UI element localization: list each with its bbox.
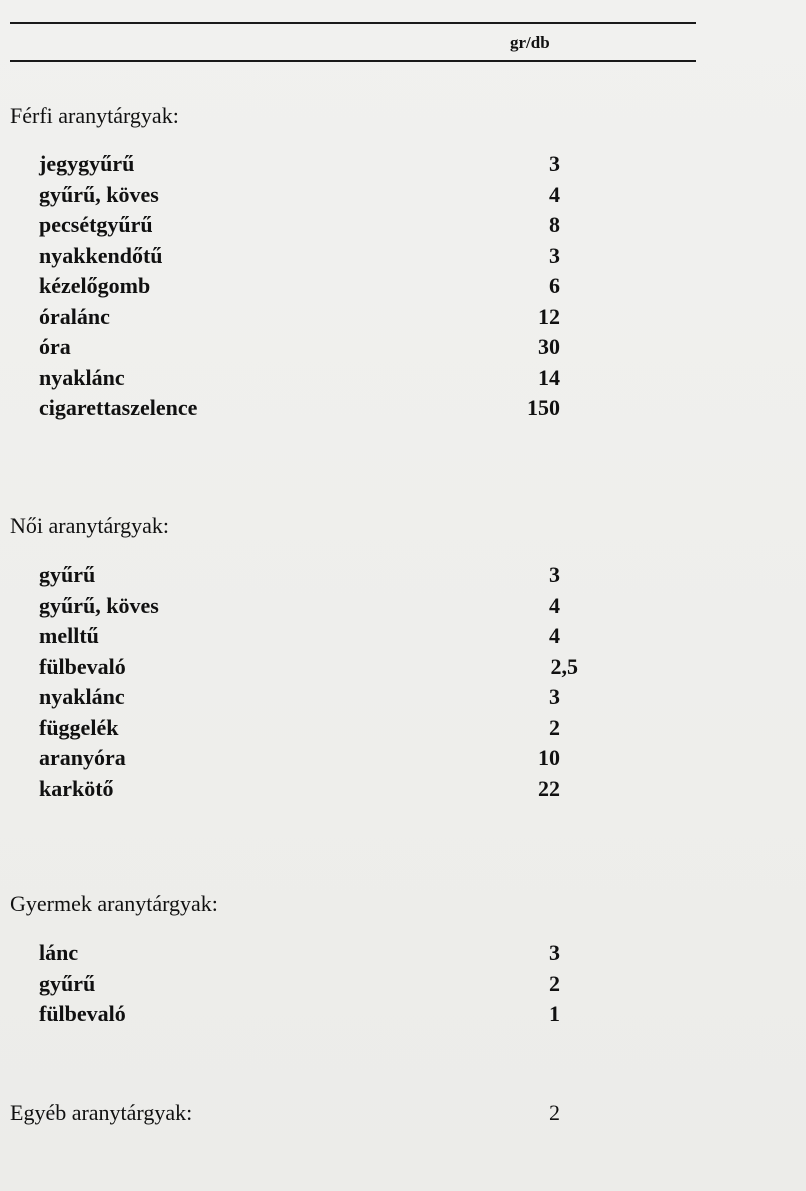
- item-name: fülbevaló: [39, 1001, 126, 1026]
- list-item: [10, 332, 710, 363]
- table-top-rule: [10, 22, 696, 24]
- item-name: melltű: [39, 623, 99, 648]
- list-item: [10, 591, 710, 622]
- section-egyeb: [10, 1098, 710, 1128]
- list-item: [10, 938, 710, 969]
- item-value: 150: [527, 395, 560, 420]
- list-item: [10, 271, 710, 302]
- item-value: 4: [549, 181, 560, 207]
- section-ferfi: [10, 102, 710, 130]
- item-value: 3: [549, 242, 560, 268]
- item-name: gyűrű, köves: [39, 181, 159, 207]
- rows-ferfi: [10, 149, 710, 424]
- item-value: 8: [549, 212, 560, 237]
- item-name: óralánc: [39, 303, 110, 329]
- list-gyermek: [10, 938, 710, 1030]
- section-title-ferfi: Férfi aranytárgyak:: [10, 103, 179, 128]
- value-egyeb: 2: [549, 1100, 560, 1125]
- list-item: [10, 999, 710, 1030]
- item-name: pecsétgyűrű: [39, 212, 153, 237]
- item-value: 3: [549, 562, 560, 587]
- list-ferfi: [10, 149, 710, 424]
- list-item: [10, 302, 710, 333]
- list-item: [10, 393, 710, 424]
- list-item: [10, 682, 710, 713]
- list-item: [10, 652, 710, 683]
- list-item: [10, 774, 710, 805]
- item-value: 1: [549, 1001, 560, 1026]
- item-name: gyűrű: [39, 970, 96, 996]
- rows-gyermek: [10, 938, 710, 1030]
- item-name: nyaklánc: [39, 684, 125, 709]
- item-value: 22: [538, 775, 560, 801]
- item-value: 12: [538, 303, 560, 329]
- item-value: 3: [549, 684, 560, 709]
- item-value: 4: [549, 623, 560, 648]
- item-value: 2,5: [550, 653, 578, 679]
- section-noi: [10, 512, 710, 540]
- list-item: [10, 713, 710, 744]
- rows-noi: [10, 560, 710, 804]
- item-name: nyakkendőtű: [39, 242, 163, 268]
- list-item: [10, 241, 710, 272]
- item-name: függelék: [39, 714, 119, 740]
- item-name: óra: [39, 334, 71, 359]
- item-value: 2: [549, 714, 560, 740]
- list-item: [10, 560, 710, 591]
- section-gyermek: [10, 890, 710, 918]
- item-value: 6: [549, 273, 560, 298]
- item-name: gyűrű, köves: [39, 592, 159, 618]
- item-value: 3: [549, 151, 560, 176]
- item-name: jegygyűrű: [39, 151, 135, 176]
- item-name: fülbevaló: [39, 653, 126, 679]
- unit-column-header: gr/db: [510, 33, 550, 52]
- item-value: 2: [549, 970, 560, 996]
- list-item: [10, 210, 710, 241]
- item-value: 30: [538, 334, 560, 359]
- item-value: 4: [549, 592, 560, 618]
- item-name: aranyóra: [39, 745, 126, 770]
- item-name: gyűrű: [39, 562, 96, 587]
- list-item: [10, 969, 710, 1000]
- item-value: 10: [538, 745, 560, 770]
- list-item: [10, 743, 710, 774]
- list-item: [10, 180, 710, 211]
- list-noi: [10, 560, 710, 804]
- item-name: lánc: [39, 940, 79, 965]
- table-header-rule: [10, 60, 696, 62]
- list-item: [10, 363, 710, 394]
- item-name: karkötő: [39, 775, 114, 801]
- item-name: kézelőgomb: [39, 273, 151, 298]
- section-title-gyermek: Gyermek aranytárgyak:: [10, 891, 218, 916]
- item-value: 14: [538, 364, 560, 390]
- section-title-egyeb: Egyéb aranytárgyak:: [10, 1100, 193, 1125]
- list-item: [10, 149, 710, 180]
- list-item: [10, 621, 710, 652]
- item-name: nyaklánc: [39, 364, 125, 390]
- item-name: cigarettaszelence: [39, 395, 198, 420]
- item-value: 3: [549, 940, 560, 965]
- section-title-noi: Női aranytárgyak:: [10, 513, 170, 538]
